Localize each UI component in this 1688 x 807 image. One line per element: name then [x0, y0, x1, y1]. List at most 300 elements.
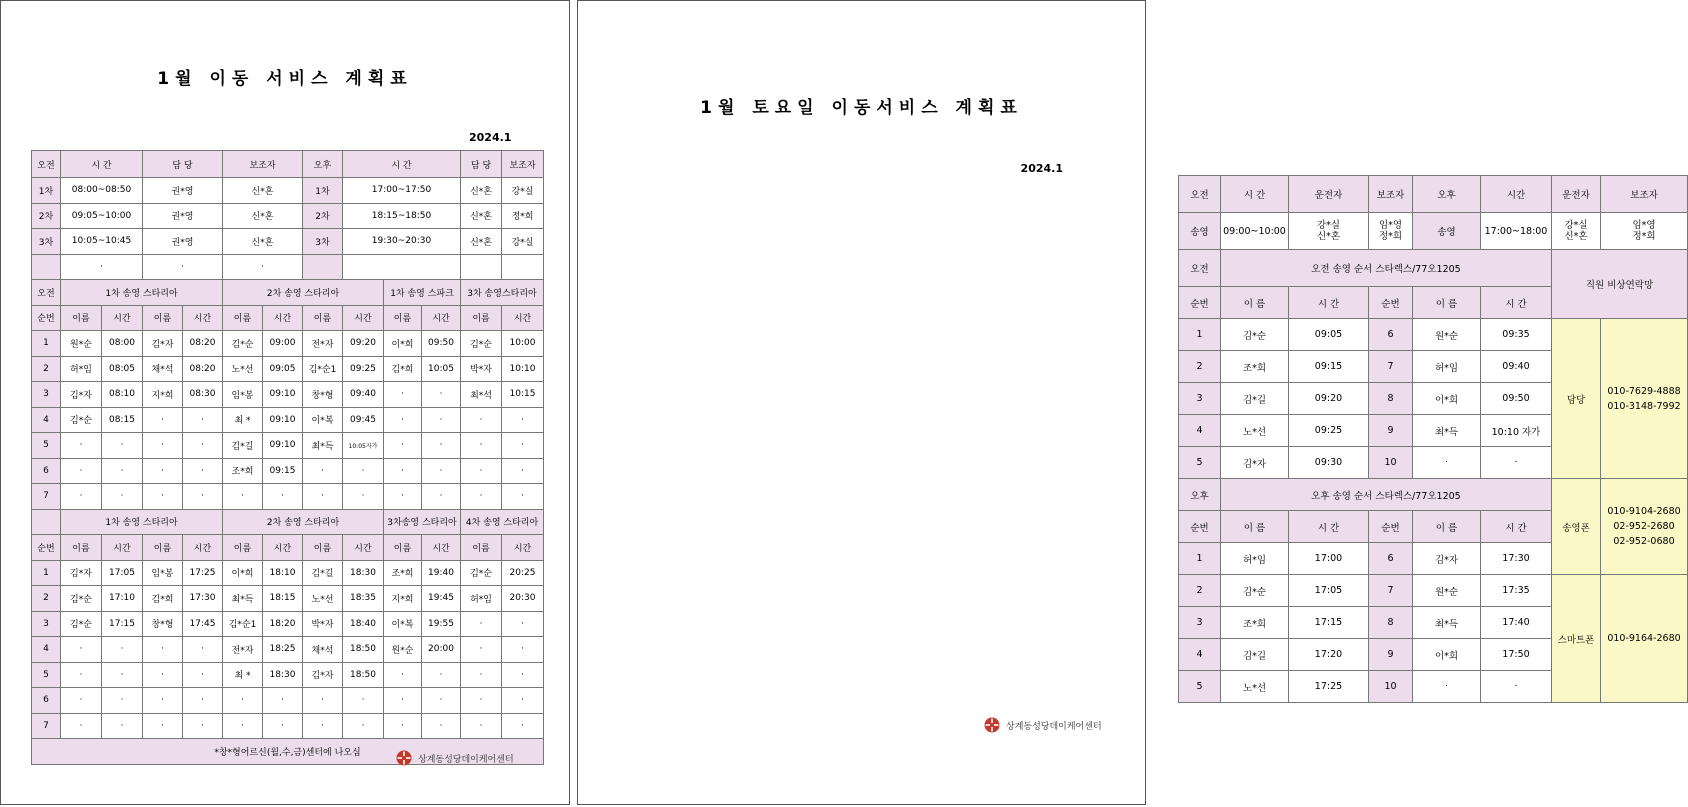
passenger-cell: ·: [143, 458, 183, 484]
schedule-header-row: [32, 151, 544, 178]
pm-label: 오후: [1179, 479, 1221, 511]
passenger-cell: 08:05: [102, 356, 143, 382]
shift-label: 송영: [1413, 213, 1481, 250]
row-number: 5: [32, 662, 61, 688]
row-number: 6: [32, 458, 61, 484]
passenger-cell: 김*순: [1221, 319, 1289, 351]
column-header: 시간: [183, 305, 223, 331]
passenger-cell: 김*자: [303, 662, 343, 688]
passenger-cell: 17:15: [1289, 607, 1369, 639]
passenger-cell: 09:40: [343, 382, 384, 408]
passenger-cell: 17:00: [1289, 543, 1369, 575]
passenger-cell: 이*복: [303, 407, 343, 433]
empty-cell: [343, 254, 461, 280]
passenger-cell: ·: [1413, 671, 1481, 703]
schedule-cell: 신*혼: [223, 203, 303, 229]
column-header: 시 간: [1481, 287, 1552, 319]
am-passenger-row: [32, 458, 544, 484]
row-number: 7: [32, 713, 61, 739]
passenger-cell: ·: [183, 458, 223, 484]
header-cell: 보조자: [1601, 176, 1688, 213]
column-header: 이름: [461, 305, 502, 331]
sequence-number: 3: [1179, 383, 1221, 415]
saturday-schedule-table: [1178, 175, 1688, 703]
passenger-cell: 전*자: [303, 331, 343, 357]
passenger-cell: 김*길: [303, 560, 343, 586]
passenger-cell: ·: [183, 713, 223, 739]
sequence-number: 1: [1179, 319, 1221, 351]
passenger-cell: ·: [61, 433, 102, 459]
passenger-cell: ·: [102, 688, 143, 714]
passenger-cell: 09:40: [1481, 351, 1552, 383]
header-cell: 보조자: [223, 151, 303, 178]
passenger-cell: 김*순: [223, 331, 263, 357]
schedule-cell: 신*혼: [223, 178, 303, 204]
am-label: 오전: [1179, 250, 1221, 287]
passenger-cell: 09:10: [263, 407, 303, 433]
passenger-cell: 노*선: [223, 356, 263, 382]
passenger-cell: 09:05: [263, 356, 303, 382]
passenger-cell: 09:20: [343, 331, 384, 357]
column-header: 순번: [1179, 511, 1221, 543]
passenger-cell: 19:55: [422, 611, 461, 637]
passenger-cell: 허*임: [1221, 543, 1289, 575]
passenger-cell: ·: [461, 433, 502, 459]
passenger-cell: 최 *: [223, 662, 263, 688]
am-passenger-row: [32, 356, 544, 382]
passenger-cell: 김*길: [223, 433, 263, 459]
contact-number: 010-9164-2680: [1601, 575, 1688, 703]
passenger-cell: 지*희: [384, 586, 422, 612]
header-cell: 오후: [1413, 176, 1481, 213]
passenger-cell: ·: [502, 713, 544, 739]
passenger-cell: ·: [61, 637, 102, 663]
sequence-number: 6: [1369, 543, 1413, 575]
schedule-cell: 권*영: [143, 229, 223, 255]
saturday-header-row: [1179, 176, 1688, 213]
passenger-cell: ·: [461, 688, 502, 714]
column-header: 이름: [223, 535, 263, 561]
passenger-cell: ·: [502, 433, 544, 459]
pm-passenger-row: [32, 637, 544, 663]
passenger-cell: 김*순: [461, 560, 502, 586]
shift-cell: 17:00~18:00: [1481, 213, 1552, 250]
round-label: 2차: [303, 203, 343, 229]
passenger-cell: ·: [1481, 671, 1552, 703]
passenger-cell: ·: [223, 713, 263, 739]
passenger-cell: 19:40: [422, 560, 461, 586]
passenger-cell: 김*순: [61, 611, 102, 637]
left-title: 1월 이동 서비스 계획표: [157, 69, 413, 89]
passenger-cell: ·: [502, 611, 544, 637]
passenger-cell: ·: [422, 688, 461, 714]
passenger-cell: ·: [223, 688, 263, 714]
passenger-cell: 김*순: [461, 331, 502, 357]
passenger-cell: 김*희: [143, 586, 183, 612]
header-cell: 담 당: [143, 151, 223, 178]
column-header: 이름: [61, 305, 102, 331]
passenger-cell: 조*희: [223, 458, 263, 484]
right-date: 2024.1: [1020, 162, 1063, 175]
row-number: 4: [32, 407, 61, 433]
passenger-cell: ·: [183, 407, 223, 433]
column-header: 이름: [384, 305, 422, 331]
empty-cell: ·: [143, 254, 223, 280]
column-header: 시간: [343, 305, 384, 331]
passenger-cell: 09:15: [263, 458, 303, 484]
passenger-cell: 17:05: [102, 560, 143, 586]
passenger-cell: 10:10: [502, 356, 544, 382]
shift-cell: 강*실 신*혼: [1289, 213, 1369, 250]
passenger-cell: ·: [502, 407, 544, 433]
round-label: 2차: [32, 203, 61, 229]
pm-passenger-row: [32, 688, 544, 714]
passenger-cell: ·: [343, 713, 384, 739]
sequence-number: 10: [1369, 447, 1413, 479]
passenger-cell: 원*순: [61, 331, 102, 357]
passenger-cell: ·: [183, 688, 223, 714]
passenger-cell: 김*길: [1221, 639, 1289, 671]
sequence-number: 4: [1179, 415, 1221, 447]
route-title: 3차 송영스타리아: [461, 280, 544, 306]
passenger-cell: 조*희: [384, 560, 422, 586]
row-number: 3: [32, 611, 61, 637]
passenger-cell: 08:30: [183, 382, 223, 408]
passenger-cell: 원*순: [384, 637, 422, 663]
contact-label: 송영폰: [1552, 479, 1601, 575]
am-label: 오전: [32, 280, 61, 306]
passenger-cell: 09:50: [1481, 383, 1552, 415]
round-label: 1차: [32, 178, 61, 204]
row-number: 1: [32, 331, 61, 357]
left-date: 2024.1: [469, 131, 512, 144]
column-header: 이름: [461, 535, 502, 561]
passenger-cell: ·: [143, 433, 183, 459]
column-header: 순번: [1369, 511, 1413, 543]
contact-label: 담당: [1552, 319, 1601, 479]
passenger-cell: ·: [143, 637, 183, 663]
passenger-cell: ·: [61, 484, 102, 510]
passenger-cell: ·: [143, 713, 183, 739]
passenger-cell: 09:10: [263, 382, 303, 408]
sequence-number: 6: [1369, 319, 1413, 351]
header-cell: 시 간: [343, 151, 461, 178]
passenger-cell: 17:40: [1481, 607, 1552, 639]
passenger-cell: 18:15: [263, 586, 303, 612]
header-cell: 운전자: [1552, 176, 1601, 213]
passenger-cell: ·: [384, 407, 422, 433]
row-number: 2: [32, 586, 61, 612]
passenger-cell: 김*자: [61, 382, 102, 408]
shift-cell: 09:00~10:00: [1221, 213, 1289, 250]
passenger-cell: ·: [502, 484, 544, 510]
column-header: 순번: [32, 535, 61, 561]
passenger-cell: 18:25: [263, 637, 303, 663]
passenger-cell: 09:10: [263, 433, 303, 459]
passenger-cell: 박*자: [461, 356, 502, 382]
column-header: 이 름: [1221, 511, 1289, 543]
pm-passenger-row: [32, 586, 544, 612]
passenger-cell: ·: [183, 662, 223, 688]
pm-passenger-row: [1179, 575, 1688, 607]
schedule-cell: 신*혼: [223, 229, 303, 255]
sequence-number: 8: [1369, 383, 1413, 415]
column-header: 순번: [1179, 287, 1221, 319]
passenger-cell: 08:20: [183, 356, 223, 382]
pm-title-row: [1179, 479, 1688, 511]
passenger-cell: ·: [384, 688, 422, 714]
passenger-cell: 10:05자가: [343, 433, 384, 459]
passenger-cell: 18:10: [263, 560, 303, 586]
passenger-cell: ·: [303, 688, 343, 714]
passenger-cell: 채*석: [303, 637, 343, 663]
passenger-cell: 김*자: [143, 331, 183, 357]
cross-emblem-icon: [396, 750, 412, 766]
column-header: 시간: [102, 305, 143, 331]
left-logo-text: 상계동성당데이케어센터: [418, 754, 514, 765]
schedule-cell: 신*혼: [461, 203, 502, 229]
column-header: 시간: [263, 535, 303, 561]
header-cell: 오전: [32, 151, 61, 178]
route-title: 2차 송영 스타리아: [223, 509, 384, 535]
passenger-cell: 17:30: [183, 586, 223, 612]
sequence-number: 5: [1179, 447, 1221, 479]
passenger-cell: ·: [502, 458, 544, 484]
passenger-cell: ·: [303, 713, 343, 739]
passenger-cell: ·: [461, 713, 502, 739]
passenger-cell: 20:30: [502, 586, 544, 612]
passenger-cell: 노*선: [1221, 671, 1289, 703]
passenger-cell: 17:45: [183, 611, 223, 637]
footnote: *창*형어르신(월,수,금)센터에 나오심: [32, 739, 544, 765]
passenger-cell: ·: [502, 688, 544, 714]
passenger-cell: ·: [502, 637, 544, 663]
column-header: 시간: [502, 305, 544, 331]
passenger-cell: 09:30: [1289, 447, 1369, 479]
passenger-cell: 17:35: [1481, 575, 1552, 607]
row-number: 5: [32, 433, 61, 459]
passenger-cell: 임*봉: [143, 560, 183, 586]
passenger-cell: ·: [263, 688, 303, 714]
pm-passenger-row: [32, 713, 544, 739]
column-header: 시간: [263, 305, 303, 331]
schedule-row: [32, 178, 544, 204]
passenger-cell: 17:50: [1481, 639, 1552, 671]
passenger-cell: ·: [422, 433, 461, 459]
column-header: 시간: [343, 535, 384, 561]
row-number: 1: [32, 560, 61, 586]
column-header: 이 름: [1413, 287, 1481, 319]
right-logo: [984, 717, 1102, 733]
empty-cell: [32, 254, 61, 280]
passenger-cell: ·: [143, 688, 183, 714]
column-header: 이름: [303, 535, 343, 561]
passenger-cell: 김*자: [1221, 447, 1289, 479]
passenger-cell: ·: [384, 458, 422, 484]
empty-cell: [502, 254, 544, 280]
column-header: 이름: [303, 305, 343, 331]
sequence-number: 1: [1179, 543, 1221, 575]
empty-cell: [303, 254, 343, 280]
schedule-cell: 신*혼: [461, 178, 502, 204]
passenger-cell: 17:10: [102, 586, 143, 612]
passenger-cell: 노*선: [1221, 415, 1289, 447]
row-number: 6: [32, 688, 61, 714]
route-title: 1차 송영 스타리아: [61, 280, 223, 306]
sequence-number: 5: [1179, 671, 1221, 703]
column-header: 이름: [384, 535, 422, 561]
passenger-cell: 09:25: [343, 356, 384, 382]
passenger-cell: ·: [461, 637, 502, 663]
sequence-number: 9: [1369, 415, 1413, 447]
pm-route-row: [32, 509, 544, 535]
passenger-cell: 17:20: [1289, 639, 1369, 671]
sequence-number: 8: [1369, 607, 1413, 639]
passenger-cell: ·: [461, 662, 502, 688]
pm-passenger-row: [32, 662, 544, 688]
passenger-cell: ·: [61, 662, 102, 688]
pm-column-header-row: [32, 535, 544, 561]
route-title: 4차 송영 스타리아: [461, 509, 544, 535]
route-title: 1차 송영 스파크: [384, 280, 461, 306]
passenger-cell: 08:10: [102, 382, 143, 408]
column-header: 시간: [102, 535, 143, 561]
passenger-cell: 18:35: [343, 586, 384, 612]
passenger-cell: ·: [143, 407, 183, 433]
passenger-cell: 조*희: [1221, 351, 1289, 383]
contact-number: 010-7629-4888 010-3148-7992: [1601, 319, 1688, 479]
passenger-cell: ·: [422, 713, 461, 739]
row-number: 7: [32, 484, 61, 510]
passenger-cell: ·: [183, 433, 223, 459]
passenger-cell: ·: [384, 662, 422, 688]
passenger-cell: 최*득: [1413, 415, 1481, 447]
passenger-cell: 김*순: [61, 586, 102, 612]
am-passenger-row: [32, 433, 544, 459]
passenger-cell: 임*봉: [223, 382, 263, 408]
passenger-cell: 이*희: [1413, 383, 1481, 415]
passenger-cell: 채*석: [143, 356, 183, 382]
sequence-number: 10: [1369, 671, 1413, 703]
pm-passenger-row: [32, 560, 544, 586]
passenger-cell: ·: [102, 484, 143, 510]
pm-route-title: 오후 송영 순서 스타렉스/77오1205: [1221, 479, 1552, 511]
sequence-number: 7: [1369, 575, 1413, 607]
passenger-cell: 10:00: [502, 331, 544, 357]
passenger-cell: 08:20: [183, 331, 223, 357]
passenger-cell: ·: [102, 713, 143, 739]
passenger-cell: ·: [102, 433, 143, 459]
passenger-cell: ·: [183, 484, 223, 510]
sequence-number: 2: [1179, 351, 1221, 383]
passenger-cell: 09:45: [343, 407, 384, 433]
sequence-number: 9: [1369, 639, 1413, 671]
passenger-cell: 허*임: [461, 586, 502, 612]
header-cell: 보조자: [1369, 176, 1413, 213]
column-header: 시 간: [1481, 511, 1552, 543]
passenger-cell: 이*희: [223, 560, 263, 586]
header-cell: 오후: [303, 151, 343, 178]
right-document-page: [577, 0, 1681, 805]
passenger-cell: 김*자: [1413, 543, 1481, 575]
left-document-page: [0, 0, 570, 805]
schedule-cell: 강*실: [502, 178, 544, 204]
column-header: 이 름: [1413, 511, 1481, 543]
header-cell: 담 당: [461, 151, 502, 178]
passenger-cell: ·: [422, 662, 461, 688]
passenger-cell: ·: [143, 662, 183, 688]
passenger-cell: 18:50: [343, 662, 384, 688]
am-passenger-row: [32, 407, 544, 433]
cross-emblem-icon: [984, 717, 1000, 733]
header-cell: 시간: [1481, 176, 1552, 213]
passenger-cell: 이*희: [1413, 639, 1481, 671]
passenger-cell: 최*득: [1413, 607, 1481, 639]
schedule-cell: 10:05~10:45: [61, 229, 143, 255]
passenger-cell: ·: [384, 433, 422, 459]
passenger-cell: 박*자: [303, 611, 343, 637]
passenger-cell: 최*석: [461, 382, 502, 408]
contact-number: 010-9104-2680 02-952-2680 02-952-0680: [1601, 479, 1688, 575]
empty-cell: ·: [61, 254, 143, 280]
header-cell: 운전자: [1289, 176, 1369, 213]
passenger-cell: ·: [384, 484, 422, 510]
right-logo-text: 상계동성당데이케어센터: [1006, 721, 1102, 732]
am-passenger-row: [32, 484, 544, 510]
round-label: 3차: [303, 229, 343, 255]
column-header: 이름: [223, 305, 263, 331]
passenger-cell: ·: [183, 637, 223, 663]
header-cell: 시 간: [61, 151, 143, 178]
passenger-cell: ·: [1413, 447, 1481, 479]
passenger-cell: 최 *: [223, 407, 263, 433]
passenger-cell: 전*자: [223, 637, 263, 663]
column-header: 이 름: [1221, 287, 1289, 319]
schedule-empty-row: [32, 254, 544, 280]
shift-label: 송영: [1179, 213, 1221, 250]
row-number: 4: [32, 637, 61, 663]
column-header: 시간: [502, 535, 544, 561]
passenger-cell: 17:15: [102, 611, 143, 637]
pm-label-empty: [32, 509, 61, 535]
passenger-cell: ·: [384, 382, 422, 408]
schedule-cell: 신*혼: [461, 229, 502, 255]
passenger-cell: 창*형: [303, 382, 343, 408]
passenger-cell: 김*희: [384, 356, 422, 382]
shift-cell: 강*실 신*혼: [1552, 213, 1601, 250]
schedule-cell: 08:00~08:50: [61, 178, 143, 204]
saturday-shift-row: [1179, 213, 1688, 250]
passenger-cell: 최*득: [223, 586, 263, 612]
schedule-cell: 권*영: [143, 203, 223, 229]
passenger-cell: ·: [223, 484, 263, 510]
column-header: 시 간: [1289, 511, 1369, 543]
route-title: 2차 송영 스타리아: [223, 280, 384, 306]
passenger-cell: 원*순: [1413, 575, 1481, 607]
passenger-cell: ·: [422, 484, 461, 510]
passenger-cell: 지*희: [143, 382, 183, 408]
passenger-cell: 17:25: [183, 560, 223, 586]
right-title: 1월 토요일 이동서비스 계획표: [700, 98, 1023, 118]
round-label: 3차: [32, 229, 61, 255]
am-passenger-row: [32, 382, 544, 408]
passenger-cell: 09:05: [1289, 319, 1369, 351]
passenger-cell: 김*순: [61, 407, 102, 433]
schedule-cell: 17:00~17:50: [343, 178, 461, 204]
passenger-cell: 18:50: [343, 637, 384, 663]
am-title-row: [1179, 250, 1688, 287]
passenger-cell: 17:05: [1289, 575, 1369, 607]
